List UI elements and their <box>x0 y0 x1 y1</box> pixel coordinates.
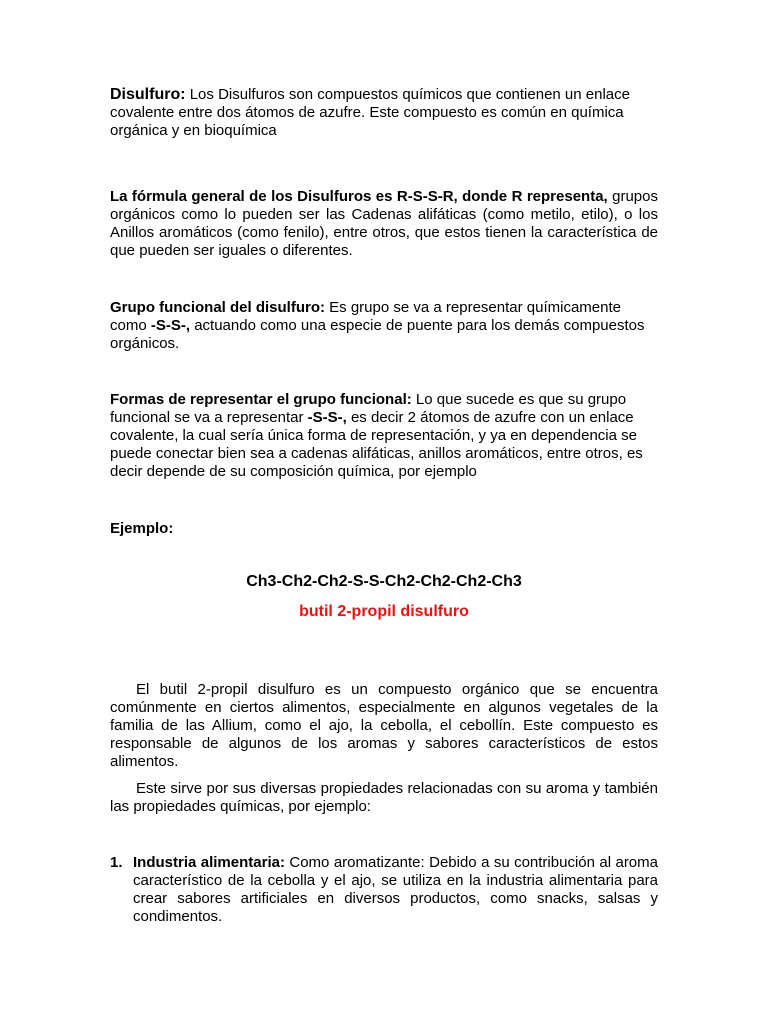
representation-text-a: Lo que sucede es que su grupo funcional se va a representar <box>110 391 627 426</box>
intro-term: Disulfuro: <box>110 86 186 103</box>
representation-text-b: es decir 2 átomos de azufre con un enlace covalente, la cual sería única forma de representación, y ya en dependencia se puede conectar bien sea a cadenas alifáticas, anillos aromáticos, entre otros, es decir depende de su composición química, por ejemplo <box>110 409 643 480</box>
formula-general: R-S-S-R, donde R representa, <box>392 188 608 205</box>
functional-group-text-b: actuando como una especie de puente para los demás compuestos orgánicos. <box>110 317 645 352</box>
list-item-number: 1. <box>110 854 123 871</box>
representation-paragraph <box>110 391 658 481</box>
intro-text: Los Disulfuros son compuestos químicos que contienen un enlace covalente entre dos átomos de azufre. Este compuesto es común en química orgánica y en bioquímica <box>110 86 630 139</box>
body-paragraph-1: El butil 2-propil disulfuro es un compuesto orgánico que se encuentra comúnmente en ciertos alimentos, especialmente en algunos vegetales de la familia de las Allium, como el ajo, la cebolla, el cebollín. Este compuesto es responsable de algunos de los aromas y sabores característicos de estos alimentos. <box>110 681 658 770</box>
example-name: butil 2-propil disulfuro <box>299 603 469 620</box>
functional-group-bold: -S-S-, <box>150 317 191 334</box>
representation-term: Formas de representar el grupo funcional: <box>110 391 412 408</box>
list-item-text: Como aromatizante: Debido a su contribución al aroma característico de la cebolla y el ajo, se utiliza en la industria alimentaria para crear sabores artificiales en diversos productos, como snacks, salsas y condimentos. <box>133 854 658 925</box>
example-label: Ejemplo: <box>110 520 174 537</box>
example-formula: Ch3-Ch2-Ch2-S-S-Ch2-Ch2-Ch2-Ch3 <box>246 573 522 590</box>
list-item <box>133 854 658 926</box>
formula-paragraph <box>110 188 658 260</box>
functional-group-term: Grupo funcional del disulfuro: <box>110 299 325 316</box>
intro-paragraph <box>110 86 658 140</box>
body-paragraph-2: Este sirve por sus diversas propiedades relacionadas con su aroma y también las propiedades químicas, por ejemplo: <box>110 780 658 815</box>
formula-lead: La fórmula general de los Disulfuros es <box>110 188 393 205</box>
representation-bold: -S-S-, <box>307 409 347 426</box>
functional-group-paragraph <box>110 299 658 353</box>
list-item-term: Industria alimentaria: <box>133 854 285 871</box>
functional-group-text-a: Es grupo se va a representar químicamente como <box>110 299 621 334</box>
formula-text: grupos orgánicos como lo pueden ser las Cadenas alifáticas (como metilo, etilo), o los Anillos aromáticos (como fenilo), entre otros, que estos tienen la característica de que pueden ser iguales o diferentes. <box>110 188 658 259</box>
